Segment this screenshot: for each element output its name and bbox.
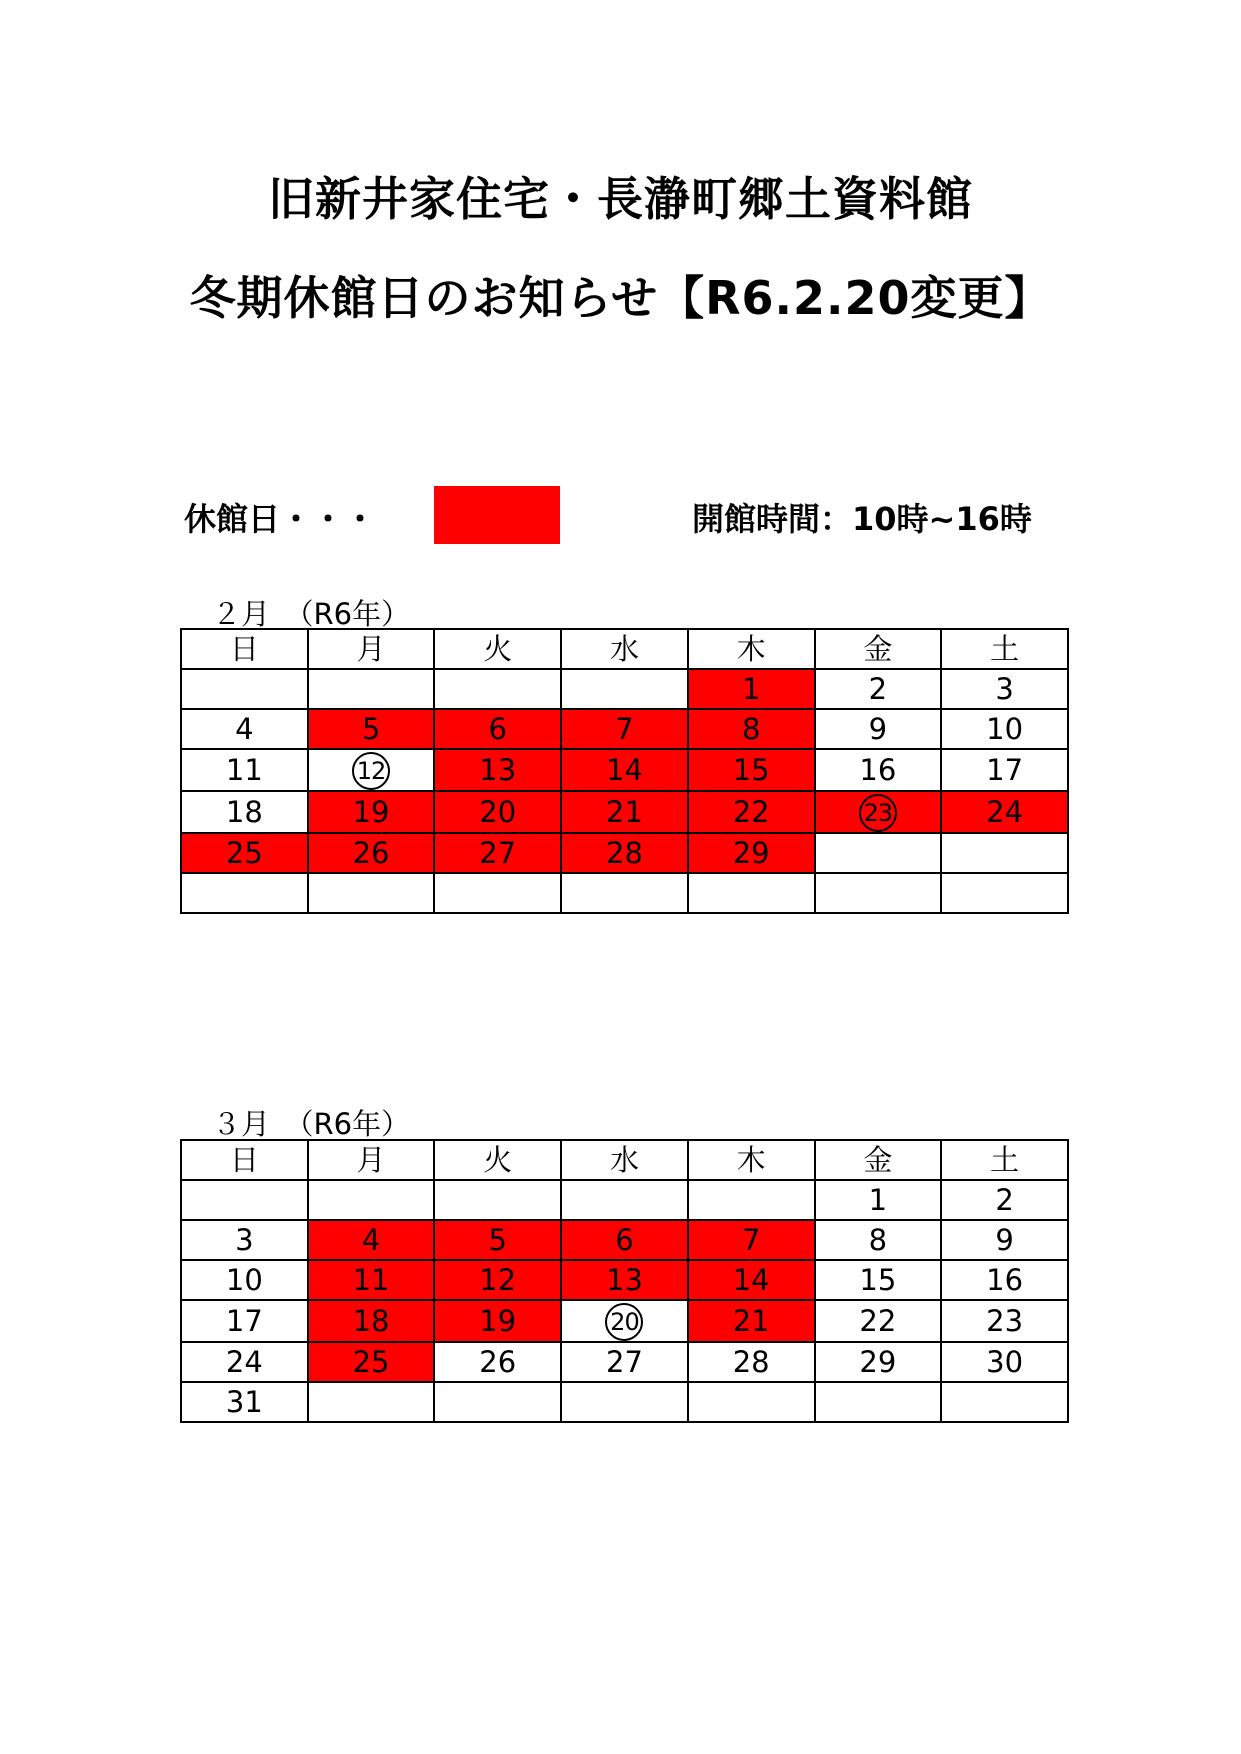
day-cell-closed: 24 bbox=[941, 791, 1068, 833]
day-cell-closed: 11 bbox=[308, 1260, 435, 1300]
week-row bbox=[181, 1260, 1068, 1300]
day-cell-closed: 28 bbox=[561, 833, 688, 873]
day-cell: 23 bbox=[941, 1300, 1068, 1342]
day-cell-closed: 21 bbox=[561, 791, 688, 833]
day-cell: 2 bbox=[941, 1180, 1068, 1220]
weekday-header-row bbox=[181, 629, 1068, 669]
week-row bbox=[181, 791, 1068, 833]
day-cell-closed: 14 bbox=[688, 1260, 815, 1300]
page-subtitle: 冬期休館日のお知らせ【R6.2.20変更】 bbox=[189, 271, 1052, 325]
weekday-header: 金 bbox=[815, 1140, 942, 1180]
week-row bbox=[181, 1382, 1068, 1422]
week-row bbox=[181, 1342, 1068, 1382]
week-row bbox=[181, 873, 1068, 913]
day-cell: 9 bbox=[941, 1220, 1068, 1260]
day-cell: 27 bbox=[561, 1342, 688, 1382]
circled-day-number: 20 bbox=[605, 1303, 643, 1341]
day-cell: 10 bbox=[941, 709, 1068, 749]
day-cell-closed: 22 bbox=[688, 791, 815, 833]
day-cell bbox=[308, 669, 435, 709]
weekday-header: 水 bbox=[561, 629, 688, 669]
day-cell-closed: 21 bbox=[688, 1300, 815, 1342]
week-row bbox=[181, 709, 1068, 749]
weekday-header: 土 bbox=[941, 1140, 1068, 1180]
day-cell bbox=[434, 1382, 561, 1422]
day-cell bbox=[181, 669, 308, 709]
calendar-march bbox=[180, 1139, 1069, 1423]
day-cell-closed: 26 bbox=[308, 833, 435, 873]
day-cell-closed: 29 bbox=[688, 833, 815, 873]
day-cell-closed: 19 bbox=[434, 1300, 561, 1342]
weekday-header: 土 bbox=[941, 629, 1068, 669]
day-cell-closed: 6 bbox=[561, 1220, 688, 1260]
legend-label: 休館日・・・ bbox=[184, 500, 377, 538]
day-cell: 15 bbox=[815, 1260, 942, 1300]
day-cell-closed: 19 bbox=[308, 791, 435, 833]
day-cell bbox=[308, 1180, 435, 1220]
day-cell: 31 bbox=[181, 1382, 308, 1422]
weekday-header: 金 bbox=[815, 629, 942, 669]
weekday-header-row bbox=[181, 1140, 1068, 1180]
weekday-header: 日 bbox=[181, 1140, 308, 1180]
day-cell: 9 bbox=[815, 709, 942, 749]
day-cell bbox=[434, 1180, 561, 1220]
day-cell bbox=[941, 833, 1068, 873]
opening-hours: 開館時間：10時~16時 bbox=[692, 500, 1032, 538]
day-cell-closed: 13 bbox=[434, 749, 561, 791]
day-cell: 1 bbox=[815, 1180, 942, 1220]
month-label-march: ３月 （R6年） bbox=[212, 1107, 411, 1141]
day-cell-closed: 25 bbox=[308, 1342, 435, 1382]
day-cell-closed: 14 bbox=[561, 749, 688, 791]
day-cell-closed: 8 bbox=[688, 709, 815, 749]
day-cell: 30 bbox=[941, 1342, 1068, 1382]
day-cell bbox=[308, 749, 435, 791]
day-cell-closed: 13 bbox=[561, 1260, 688, 1300]
day-cell: 29 bbox=[815, 1342, 942, 1382]
day-cell bbox=[181, 1180, 308, 1220]
day-cell bbox=[941, 1382, 1068, 1422]
circled-day-number: 23 bbox=[859, 794, 897, 832]
legend-closed-swatch bbox=[434, 486, 560, 544]
weekday-header: 木 bbox=[688, 629, 815, 669]
day-cell: 26 bbox=[434, 1342, 561, 1382]
week-row bbox=[181, 749, 1068, 791]
day-cell-closed: 4 bbox=[308, 1220, 435, 1260]
month-label-february: ２月 （R6年） bbox=[212, 597, 411, 631]
day-cell bbox=[434, 873, 561, 913]
week-row bbox=[181, 1220, 1068, 1260]
day-cell: 24 bbox=[181, 1342, 308, 1382]
week-row bbox=[181, 833, 1068, 873]
day-cell: 17 bbox=[941, 749, 1068, 791]
day-cell-closed: 7 bbox=[688, 1220, 815, 1260]
day-cell-closed: 25 bbox=[181, 833, 308, 873]
day-cell bbox=[688, 1382, 815, 1422]
day-cell bbox=[434, 669, 561, 709]
day-cell: 11 bbox=[181, 749, 308, 791]
day-cell: 10 bbox=[181, 1260, 308, 1300]
day-cell bbox=[181, 873, 308, 913]
day-cell: 18 bbox=[181, 791, 308, 833]
day-cell: 4 bbox=[181, 709, 308, 749]
day-cell bbox=[815, 1382, 942, 1422]
day-cell-closed: 12 bbox=[434, 1260, 561, 1300]
day-cell-closed: 20 bbox=[434, 791, 561, 833]
day-cell: 28 bbox=[688, 1342, 815, 1382]
circled-day-number: 12 bbox=[352, 752, 390, 790]
day-cell-closed: 7 bbox=[561, 709, 688, 749]
day-cell bbox=[688, 873, 815, 913]
day-cell-closed: 27 bbox=[434, 833, 561, 873]
day-cell: 8 bbox=[815, 1220, 942, 1260]
day-cell: 3 bbox=[941, 669, 1068, 709]
page-title: 旧新井家住宅・長瀞町郷土資料館 bbox=[268, 172, 973, 226]
week-row bbox=[181, 1180, 1068, 1220]
day-cell: 3 bbox=[181, 1220, 308, 1260]
day-cell bbox=[308, 1382, 435, 1422]
weekday-header: 月 bbox=[308, 629, 435, 669]
day-cell: 2 bbox=[815, 669, 942, 709]
day-cell-closed: 5 bbox=[308, 709, 435, 749]
weekday-header: 火 bbox=[434, 629, 561, 669]
week-row bbox=[181, 669, 1068, 709]
day-cell-closed: 18 bbox=[308, 1300, 435, 1342]
day-cell: 16 bbox=[815, 749, 942, 791]
weekday-header: 日 bbox=[181, 629, 308, 669]
day-cell: 16 bbox=[941, 1260, 1068, 1300]
day-cell-closed: 15 bbox=[688, 749, 815, 791]
day-cell bbox=[561, 1300, 688, 1342]
day-cell-closed: 1 bbox=[688, 669, 815, 709]
day-cell-closed: 5 bbox=[434, 1220, 561, 1260]
day-cell bbox=[815, 833, 942, 873]
day-cell bbox=[688, 1180, 815, 1220]
day-cell: 22 bbox=[815, 1300, 942, 1342]
weekday-header: 水 bbox=[561, 1140, 688, 1180]
weekday-header: 木 bbox=[688, 1140, 815, 1180]
day-cell-closed: 6 bbox=[434, 709, 561, 749]
day-cell bbox=[941, 873, 1068, 913]
day-cell bbox=[561, 669, 688, 709]
day-cell-closed bbox=[815, 791, 942, 833]
week-row bbox=[181, 1300, 1068, 1342]
day-cell bbox=[815, 873, 942, 913]
day-cell bbox=[561, 873, 688, 913]
day-cell bbox=[561, 1382, 688, 1422]
weekday-header: 月 bbox=[308, 1140, 435, 1180]
weekday-header: 火 bbox=[434, 1140, 561, 1180]
day-cell bbox=[308, 873, 435, 913]
day-cell bbox=[561, 1180, 688, 1220]
calendar-february bbox=[180, 628, 1069, 914]
day-cell: 17 bbox=[181, 1300, 308, 1342]
